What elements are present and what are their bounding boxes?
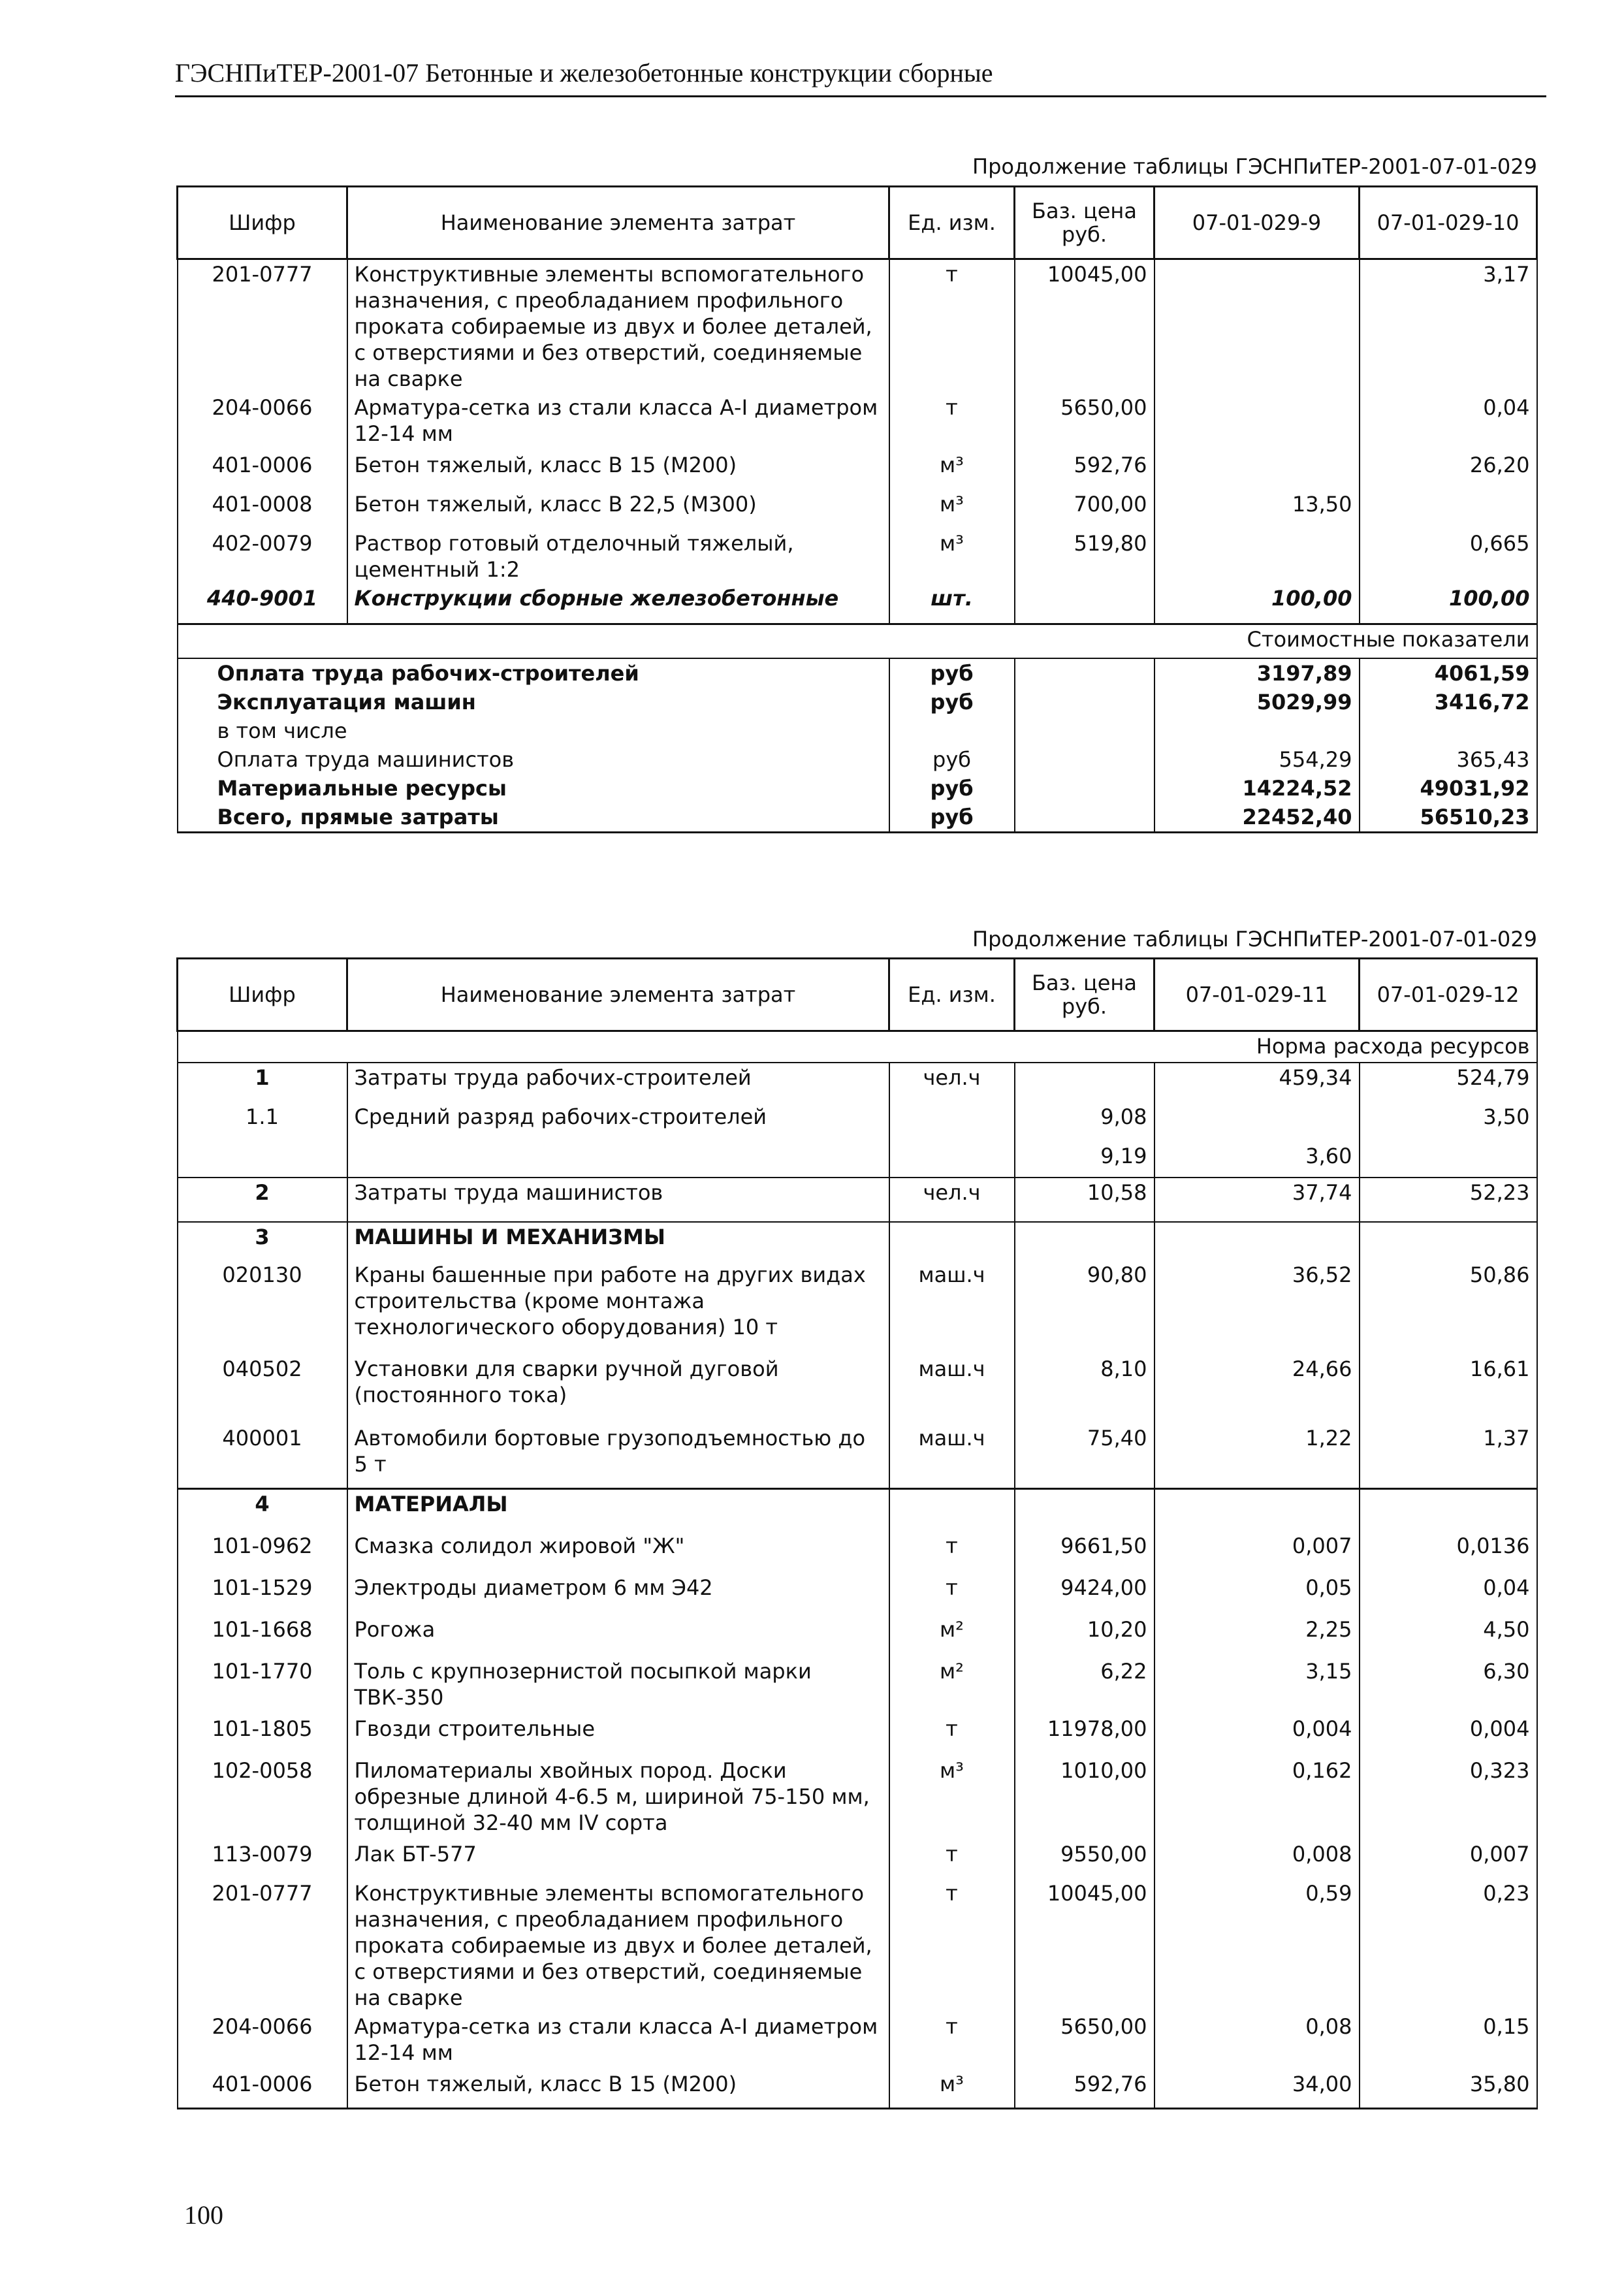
column-header: 07-01-029-10 bbox=[1360, 187, 1537, 259]
resource-code: 402-0079 bbox=[178, 529, 347, 584]
table2-caption: Продолжение таблицы ГЭСНПиТЕР-2001-07-01-029 bbox=[972, 927, 1537, 952]
section-label: Стоимостные показатели bbox=[178, 624, 1537, 659]
resource-name: Затраты труда рабочих-строителей bbox=[347, 1063, 889, 1102]
norm-value: 1,22 bbox=[1154, 1424, 1360, 1489]
base-price: 592,76 bbox=[1015, 2070, 1154, 2109]
base-price: 1010,00 bbox=[1015, 1756, 1154, 1840]
norm-value: 0,665 bbox=[1360, 529, 1537, 584]
base-price: 11978,00 bbox=[1015, 1714, 1154, 1756]
norm-value bbox=[1360, 1222, 1537, 1260]
cost-value: 365,43 bbox=[1360, 745, 1537, 774]
table-row bbox=[178, 1355, 1537, 1424]
norm-value: 4,50 bbox=[1360, 1615, 1537, 1657]
resource-unit: т bbox=[889, 1840, 1015, 1879]
norm-value: 3,50 bbox=[1360, 1102, 1537, 1142]
cost-row bbox=[178, 716, 1537, 745]
cost-value: 4061,59 bbox=[1360, 658, 1537, 688]
base-price: 90,80 bbox=[1015, 1260, 1154, 1355]
resource-code: 3 bbox=[178, 1222, 347, 1260]
resource-code: 400001 bbox=[178, 1424, 347, 1489]
resource-code: 1.1 bbox=[178, 1102, 347, 1142]
resource-code: 1 bbox=[178, 1063, 347, 1102]
resource-code: 101-1805 bbox=[178, 1714, 347, 1756]
table-row bbox=[178, 1657, 1537, 1714]
resource-unit: чел.ч bbox=[889, 1178, 1015, 1222]
cost-name: Всего, прямые затраты bbox=[178, 803, 889, 833]
column-header: Шифр bbox=[178, 187, 347, 259]
resource-code: 040502 bbox=[178, 1355, 347, 1424]
column-header: Баз. цена руб. bbox=[1015, 187, 1154, 259]
cost-unit bbox=[889, 716, 1015, 745]
cost-value: 3197,89 bbox=[1154, 658, 1360, 688]
table1 bbox=[176, 185, 1538, 833]
column-header: 07-01-029-11 bbox=[1154, 959, 1360, 1031]
base-price: 10045,00 bbox=[1015, 259, 1154, 394]
empty-cell bbox=[1015, 688, 1154, 716]
resource-code: 201-0777 bbox=[178, 1879, 347, 2012]
norm-value: 24,66 bbox=[1154, 1355, 1360, 1424]
resource-unit: маш.ч bbox=[889, 1260, 1015, 1355]
section-label-row bbox=[178, 624, 1537, 659]
resource-code: 101-1770 bbox=[178, 1657, 347, 1714]
cost-name: Эксплуатация машин bbox=[178, 688, 889, 716]
resource-name: Конструкции сборные железобетонные bbox=[347, 584, 889, 624]
column-header: 07-01-029-12 bbox=[1360, 959, 1537, 1031]
norm-value: 0,007 bbox=[1360, 1840, 1537, 1879]
resource-unit: м² bbox=[889, 1657, 1015, 1714]
column-header: Баз. цена руб. bbox=[1015, 959, 1154, 1031]
norm-value: 6,30 bbox=[1360, 1657, 1537, 1714]
base-price: 5650,00 bbox=[1015, 2012, 1154, 2070]
resource-unit: т bbox=[889, 1714, 1015, 1756]
table-row bbox=[178, 259, 1537, 394]
table-row bbox=[178, 529, 1537, 584]
resource-unit: м³ bbox=[889, 490, 1015, 529]
base-price: 10,58 bbox=[1015, 1178, 1154, 1222]
empty-cell bbox=[1015, 658, 1154, 688]
norm-value: 36,52 bbox=[1154, 1260, 1360, 1355]
resource-name: Конструктивные элементы вспомогательного назначения, с преобладанием профильного проката собираемые из двух и более деталей, с отверстиями и без отверстий, соединяемые на сварке bbox=[347, 259, 889, 394]
norm-value: 37,74 bbox=[1154, 1178, 1360, 1222]
resource-code: 401-0006 bbox=[178, 451, 347, 490]
norm-value bbox=[1154, 393, 1360, 451]
column-header: 07-01-029-9 bbox=[1154, 187, 1360, 259]
norm-value: 16,61 bbox=[1360, 1355, 1537, 1424]
resource-unit bbox=[889, 1102, 1015, 1142]
norm-value: 0,007 bbox=[1154, 1531, 1360, 1573]
norm-value: 459,34 bbox=[1154, 1063, 1360, 1102]
resource-unit bbox=[889, 1489, 1015, 1532]
cost-row bbox=[178, 774, 1537, 803]
norm-value: 0,04 bbox=[1360, 393, 1537, 451]
resource-name: МАШИНЫ И МЕХАНИЗМЫ bbox=[347, 1222, 889, 1260]
table-row bbox=[178, 1531, 1537, 1573]
section-label: Норма расхода ресурсов bbox=[178, 1031, 1537, 1063]
resource-name: Раствор готовый отделочный тяжелый, цементный 1:2 bbox=[347, 529, 889, 584]
norm-value bbox=[1154, 529, 1360, 584]
base-price bbox=[1015, 584, 1154, 624]
norm-value bbox=[1360, 1489, 1537, 1532]
resource-code: 101-0962 bbox=[178, 1531, 347, 1573]
table-row bbox=[178, 1260, 1537, 1355]
norm-value: 0,004 bbox=[1154, 1714, 1360, 1756]
resource-name: Бетон тяжелый, класс В 15 (М200) bbox=[347, 451, 889, 490]
resource-unit: м³ bbox=[889, 2070, 1015, 2109]
resource-unit: т bbox=[889, 1573, 1015, 1615]
cost-row bbox=[178, 688, 1537, 716]
column-header: Ед. изм. bbox=[889, 959, 1015, 1031]
norm-value: 1,37 bbox=[1360, 1424, 1537, 1489]
resource-name: Гвозди строительные bbox=[347, 1714, 889, 1756]
norm-value: 0,004 bbox=[1360, 1714, 1537, 1756]
norm-value: 13,50 bbox=[1154, 490, 1360, 529]
resource-name: Средний разряд рабочих-строителей bbox=[347, 1102, 889, 1142]
norm-value: 52,23 bbox=[1360, 1178, 1537, 1222]
empty-cell bbox=[1015, 803, 1154, 833]
resource-unit: м³ bbox=[889, 1756, 1015, 1840]
norm-value bbox=[1154, 1489, 1360, 1532]
empty-cell bbox=[1015, 774, 1154, 803]
resource-name: Рогожа bbox=[347, 1615, 889, 1657]
resource-code: 201-0777 bbox=[178, 259, 347, 394]
base-price: 9424,00 bbox=[1015, 1573, 1154, 1615]
norm-value: 0,59 bbox=[1154, 1879, 1360, 2012]
cost-value: 14224,52 bbox=[1154, 774, 1360, 803]
column-header: Ед. изм. bbox=[889, 187, 1015, 259]
table-row bbox=[178, 1714, 1537, 1756]
base-price: 6,22 bbox=[1015, 1657, 1154, 1714]
norm-value: 3,15 bbox=[1154, 1657, 1360, 1714]
resource-name: Арматура-сетка из стали класса А-I диаметром 12-14 мм bbox=[347, 2012, 889, 2070]
cost-unit: руб bbox=[889, 658, 1015, 688]
base-price: 75,40 bbox=[1015, 1424, 1154, 1489]
resource-code: 101-1668 bbox=[178, 1615, 347, 1657]
norm-value: 0,162 bbox=[1154, 1756, 1360, 1840]
table2 bbox=[176, 957, 1538, 2109]
cost-unit: руб bbox=[889, 803, 1015, 833]
cost-value: 22452,40 bbox=[1154, 803, 1360, 833]
base-price: 8,10 bbox=[1015, 1355, 1154, 1424]
norm-value: 0,04 bbox=[1360, 1573, 1537, 1615]
norm-value: 524,79 bbox=[1360, 1063, 1537, 1102]
cost-name: Оплата труда машинистов bbox=[178, 745, 889, 774]
resource-code bbox=[178, 1142, 347, 1178]
resource-unit: чел.ч bbox=[889, 1063, 1015, 1102]
resource-name: Бетон тяжелый, класс В 15 (М200) bbox=[347, 2070, 889, 2109]
resource-code: 401-0006 bbox=[178, 2070, 347, 2109]
table-row bbox=[178, 451, 1537, 490]
norm-value: 34,00 bbox=[1154, 2070, 1360, 2109]
resource-name: Электроды диаметром 6 мм Э42 bbox=[347, 1573, 889, 1615]
norm-value: 3,60 bbox=[1154, 1142, 1360, 1178]
table-row bbox=[178, 1879, 1537, 2012]
norm-value: 2,25 bbox=[1154, 1615, 1360, 1657]
resource-code: 102-0058 bbox=[178, 1756, 347, 1840]
resource-unit: т bbox=[889, 2012, 1015, 2070]
empty-cell bbox=[1015, 745, 1154, 774]
resource-name: Толь с крупнозернистой посыпкой марки ТВК-350 bbox=[347, 1657, 889, 1714]
resource-name: Арматура-сетка из стали класса А-I диаметром 12-14 мм bbox=[347, 393, 889, 451]
norm-value: 100,00 bbox=[1360, 584, 1537, 624]
table-row bbox=[178, 1178, 1537, 1222]
column-header: Шифр bbox=[178, 959, 347, 1031]
norm-value: 0,0136 bbox=[1360, 1531, 1537, 1573]
table-row bbox=[178, 1063, 1537, 1102]
cost-value: 554,29 bbox=[1154, 745, 1360, 774]
section-label-row bbox=[178, 1031, 1537, 1063]
cost-value: 49031,92 bbox=[1360, 774, 1537, 803]
norm-value: 3,17 bbox=[1360, 259, 1537, 394]
resource-name: Смазка солидол жировой "Ж" bbox=[347, 1531, 889, 1573]
base-price bbox=[1015, 1063, 1154, 1102]
resource-name: Автомобили бортовые грузоподъемностью до 5 т bbox=[347, 1424, 889, 1489]
resource-name bbox=[347, 1142, 889, 1178]
table-header-row bbox=[178, 187, 1537, 259]
table-row bbox=[178, 1102, 1537, 1142]
cost-name: в том числе bbox=[178, 716, 889, 745]
table-row bbox=[178, 1615, 1537, 1657]
empty-cell bbox=[1015, 716, 1154, 745]
norm-value bbox=[1154, 451, 1360, 490]
resource-unit: м³ bbox=[889, 529, 1015, 584]
resource-unit: м³ bbox=[889, 451, 1015, 490]
resource-code: 401-0008 bbox=[178, 490, 347, 529]
norm-value: 0,323 bbox=[1360, 1756, 1537, 1840]
resource-name: Лак БТ-577 bbox=[347, 1840, 889, 1879]
resource-name: МАТЕРИАЛЫ bbox=[347, 1489, 889, 1532]
resource-unit: маш.ч bbox=[889, 1355, 1015, 1424]
norm-value: 0,15 bbox=[1360, 2012, 1537, 2070]
table-row bbox=[178, 490, 1537, 529]
resource-name: Пиломатериалы хвойных пород. Доски обрезные длиной 4-6.5 м, шириной 75-150 мм, толщиной 32-40 мм IV сорта bbox=[347, 1756, 889, 1840]
resource-unit: т bbox=[889, 1879, 1015, 2012]
norm-value: 100,00 bbox=[1154, 584, 1360, 624]
table-row bbox=[178, 1573, 1537, 1615]
cost-value: 56510,23 bbox=[1360, 803, 1537, 833]
table-row bbox=[178, 1756, 1537, 1840]
cost-unit: руб bbox=[889, 774, 1015, 803]
resource-code: 204-0066 bbox=[178, 393, 347, 451]
base-price: 5650,00 bbox=[1015, 393, 1154, 451]
resource-unit: т bbox=[889, 1531, 1015, 1573]
table-row bbox=[178, 584, 1537, 624]
base-price: 519,80 bbox=[1015, 529, 1154, 584]
cost-value bbox=[1154, 716, 1360, 745]
table-row bbox=[178, 1424, 1537, 1489]
column-header: Наименование элемента затрат bbox=[347, 959, 889, 1031]
resource-unit: м² bbox=[889, 1615, 1015, 1657]
cost-name: Оплата труда рабочих-строителей bbox=[178, 658, 889, 688]
norm-value: 0,23 bbox=[1360, 1879, 1537, 2012]
resource-code: 204-0066 bbox=[178, 2012, 347, 2070]
resource-name: Краны башенные при работе на других видах строительства (кроме монтажа технологического оборудования) 10 т bbox=[347, 1260, 889, 1355]
resource-name: Бетон тяжелый, класс В 22,5 (М300) bbox=[347, 490, 889, 529]
header-rule bbox=[175, 95, 1546, 97]
resource-unit: т bbox=[889, 393, 1015, 451]
cost-unit: руб bbox=[889, 745, 1015, 774]
resource-code: 440-9001 bbox=[178, 584, 347, 624]
base-price: 9550,00 bbox=[1015, 1840, 1154, 1879]
norm-value: 35,80 bbox=[1360, 2070, 1537, 2109]
norm-value: 50,86 bbox=[1360, 1260, 1537, 1355]
page-number: 100 bbox=[184, 2200, 223, 2230]
resource-code: 2 bbox=[178, 1178, 347, 1222]
resource-unit: шт. bbox=[889, 584, 1015, 624]
column-header: Наименование элемента затрат bbox=[347, 187, 889, 259]
cost-row bbox=[178, 745, 1537, 774]
cost-row bbox=[178, 803, 1537, 833]
base-price bbox=[1015, 1489, 1154, 1532]
norm-value: 0,08 bbox=[1154, 2012, 1360, 2070]
resource-code: 101-1529 bbox=[178, 1573, 347, 1615]
norm-value bbox=[1154, 1102, 1360, 1142]
resource-name: Установки для сварки ручной дуговой (постоянного тока) bbox=[347, 1355, 889, 1424]
resource-code: 113-0079 bbox=[178, 1840, 347, 1879]
resource-unit: т bbox=[889, 259, 1015, 394]
table-header-row bbox=[178, 959, 1537, 1031]
table-row bbox=[178, 2012, 1537, 2070]
resource-code: 020130 bbox=[178, 1260, 347, 1355]
norm-value: 0,05 bbox=[1154, 1573, 1360, 1615]
base-price: 700,00 bbox=[1015, 490, 1154, 529]
resource-unit: маш.ч bbox=[889, 1424, 1015, 1489]
norm-value bbox=[1360, 490, 1537, 529]
table-row bbox=[178, 1489, 1537, 1532]
norm-value bbox=[1154, 259, 1360, 394]
table-row bbox=[178, 2070, 1537, 2109]
table-row bbox=[178, 393, 1537, 451]
cost-value: 3416,72 bbox=[1360, 688, 1537, 716]
resource-name: Затраты труда машинистов bbox=[347, 1178, 889, 1222]
cost-row bbox=[178, 658, 1537, 688]
page-header-title: ГЭСНПиТЕР-2001-07 Бетонные и железобетонные конструкции сборные bbox=[175, 58, 993, 88]
resource-unit bbox=[889, 1142, 1015, 1178]
norm-value bbox=[1360, 1142, 1537, 1178]
table-row bbox=[178, 1142, 1537, 1178]
table-row bbox=[178, 1840, 1537, 1879]
cost-value: 5029,99 bbox=[1154, 688, 1360, 716]
base-price: 10,20 bbox=[1015, 1615, 1154, 1657]
base-price: 10045,00 bbox=[1015, 1879, 1154, 2012]
norm-value: 26,20 bbox=[1360, 451, 1537, 490]
base-price: 592,76 bbox=[1015, 451, 1154, 490]
base-price: 9,19 bbox=[1015, 1142, 1154, 1178]
resource-name: Конструктивные элементы вспомогательного назначения, с преобладанием профильного проката собираемые из двух и более деталей, с отверстиями и без отверстий, соединяемые на сварке bbox=[347, 1879, 889, 2012]
base-price: 9,08 bbox=[1015, 1102, 1154, 1142]
cost-unit: руб bbox=[889, 688, 1015, 716]
cost-name: Материальные ресурсы bbox=[178, 774, 889, 803]
base-price: 9661,50 bbox=[1015, 1531, 1154, 1573]
table1-caption: Продолжение таблицы ГЭСНПиТЕР-2001-07-01-029 bbox=[972, 154, 1537, 179]
table-row bbox=[178, 1222, 1537, 1260]
resource-code: 4 bbox=[178, 1489, 347, 1532]
resource-unit bbox=[889, 1222, 1015, 1260]
base-price bbox=[1015, 1222, 1154, 1260]
norm-value: 0,008 bbox=[1154, 1840, 1360, 1879]
cost-value bbox=[1360, 716, 1537, 745]
norm-value bbox=[1154, 1222, 1360, 1260]
